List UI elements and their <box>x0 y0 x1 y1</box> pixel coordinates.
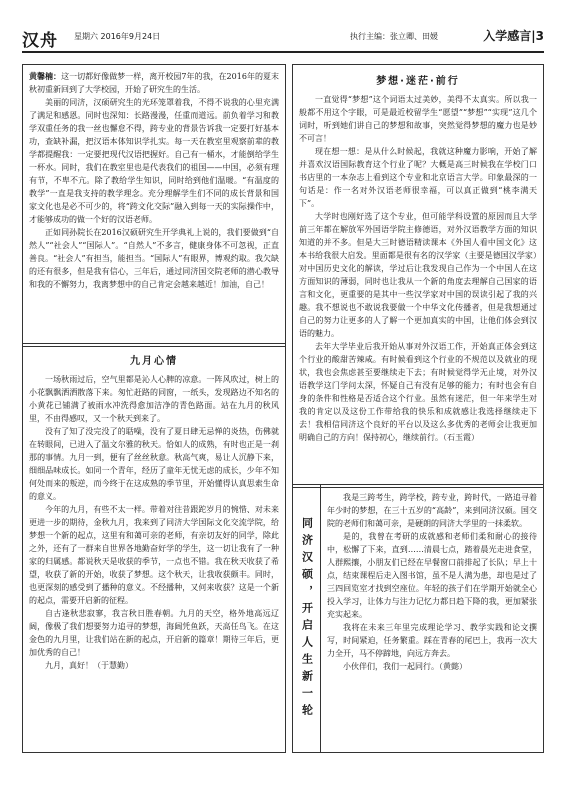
article-paragraph: 我将在未来三年里完成理论学习、教学实践和论文撰写，时间紧迫，任务繁重。踩在青春的尾巴上，我再一次大力全开，马不停蹄地，向远方奔去。 <box>327 623 537 658</box>
article-paragraph: 一场秋雨过后，空气里都是沁人心脾的凉意。一阵风吹过，树上的小花飘飘洒洒散落下来。匆忙赶路的同窗，一纸头，发现路边不知名的小黄花已铺满了被雨水冲洗得愈加洁净的青色路面。站在九月的秋风里，不由得感叹，又一个秋天到来了。 <box>29 375 279 423</box>
editor-credits: 执行主编：张立卿、田媛 <box>350 32 438 41</box>
vertical-title-column <box>293 485 321 752</box>
article-paragraph: 美丽的同济，汉硕研究生的光环笼罩着我，不得不说我的心里充满了满足和感恩。同时也深知：长路漫漫，任重而道远。前负着学习和教学双重任务的我一丝也懈怠不得，跨专业的背景告诉我一定要打好基本功，查缺补漏，把汉语本体知识学扎实。每一天在教室里观察前辈的教学都提醒我：一定要把现代汉语把握好。自己有一桶水，才能倒给学生一杯水。同时，我们在教室里也是代表我们的祖国——中国，必须有理有节，不卑不亢。除了教给学生知识，同时给到他们温暖。“有温度的教学”一直是我支持的教学理念。充分理解学生们不同的成长背景和国家文化也是必不可少的，将“跨文化交际”融入到每一天的实际操作中，才能够成功的做一个好的汉语老师。 <box>29 98 279 224</box>
article-paragraph: 正如同孙院长在2016汉硕研究生开学典礼上说的，我们要做到“自然人”“社会人”“国际人”。“自然人”不多言，健康身体不可忽视，正直善良。“社会人”有担当，能担当。“国际人”有眼界，博观约取。我欠缺的还有很多，但是我有信心，三年后，通过同济国交院老师的潜心教导和我的不懈努力，我离梦想中的自己肯定会越来越近！加油，自己！ <box>29 228 279 289</box>
page-header <box>22 26 544 51</box>
article-tongji <box>292 484 544 753</box>
article-title: 九月心情 <box>130 356 178 367</box>
article-body <box>327 491 537 746</box>
issue-date: 星期六 2016年9月24日 <box>74 32 161 41</box>
article-title: 梦想·迷茫·前行 <box>376 76 460 87</box>
article-paragraph: 没有了知了没完没了的聒噪，没有了夏日肆无忌惮的炎热，伤佛就在转眼间，已进入了温文尔雅的秋天。恰如人的成熟，有时也正是一刹那的事情。九月一到，便有了丝丝秋意。秋高气爽，易让人沉静下来，细细品味成长。如同一个青年，经历了童年无忧无虑的成长，少年不知何处而来的叛逆，而今终于在这成熟的季节里，开始懂得认真思索生命的意义。 <box>29 427 279 501</box>
article-signature: 小伙伴们，我们一起同行。（黄懿） <box>343 662 467 671</box>
header-rule <box>22 51 544 53</box>
article-signature: 九月，真好！（于慧勤） <box>45 661 133 670</box>
article-paragraph: 去年大学毕业后我开始从事对外汉语工作，开始真正体会到这个行业的酸甜苦辣咸。有时候看到这个行业的不规范以及就业的现状，我也会焦虑甚至要继续走下去；有时候觉得学无止境，对外汉语教学这门学问太深，怀疑自己有没有足够的能力；有时也会有自身的条件和性格是否适合这个行业。虽然有迷茫，但一年来学生对我的肯定以及这份工作带给我的快乐和成就感让我选择继续走下去！我相信同济这个良好的平台以及这么多优秀的老师会让我更加明确自己的方向！保持初心，继续前行。（石玉霞） <box>299 342 537 442</box>
article-paragraph: 是的，我曾在考研的成就感和老师们柔和耐心的接待中，松懈了下来，直到……清晨七点，踏着晨光走进食堂，人群熙攘，小朋友们已经在早餐窗口前排起了长队；早上十点，结束课程后走入图书馆，虽不是人满为患，却也是过了三四回览室才找到空座位。年轻的孩子们在学期开始就全心投入学习，让体力与注力记忆力都日趋下降的我，更加紧张充实起来。 <box>327 532 537 619</box>
section-title: 入学感言|3 <box>483 29 544 43</box>
article-paragraph: 大学时也刚好选了这个专业，但可能学科设置的原因而且大学前三年都在解放军外国语学院主修德语，对外汉语教学方面的知识知道的并不多。但是大三时德语精读课本《外国人看中国文化》这本书给我很大启发。里面都是很有名的汉学家（主要是德国汉学家）对中国历史文化的解读，学过后让我发现自己作为一个中国人在这方面知识的薄弱，同时也让我从一个新的角度去理解自己国家的语言和文化，更重要的是其中一些汉学家对中国的误读引起了我的兴趣。我不想说也不敢说我要做一个中华文化传播者，但是我想通过自己的努力让更多的人了解一个更加真实的中国，让他们体会到汉语的魅力。 <box>299 212 537 338</box>
article-paragraph: 自古逢秋悲寂寥，我言秋日胜春朝。九月的天空，格外地高远辽阔，像极了我们想要努力追寻的梦想，海阔凭鱼跃，天高任鸟飞。在这金色的九月里，让我们站在新的起点，开启新的篇章！期待三年后，更加优秀的自己！ <box>29 609 279 657</box>
article-paragraph: 我是三跨考生，跨学校，跨专业，跨时代，一路追寻着年少时的梦想，在三十五岁的“高龄”，来到同济汉硕。国交院的老师们和蔼可亲，是硬朗的同济大学里的一抹柔软。 <box>327 493 537 528</box>
newspaper-masthead: 汉舟 <box>22 31 58 51</box>
article-dream <box>292 64 544 488</box>
article-paragraph: 一直觉得“梦想”这个词语太过美妙，美得不太真实。所以我一般都不用这个字眼，可是最近校留学生“愿望”“梦想”“实现”这几个词时，听到她们讲自己的梦想和故事，突然觉得梦想的魔力也是妙不可言！ <box>299 95 537 143</box>
article-september-mood <box>22 343 286 753</box>
article-huang <box>22 64 286 347</box>
author-lead: 黄馨楠： <box>29 71 62 81</box>
article-paragraph: 黄馨楠：这一切都好像做梦一样，离开校园7年的我，在2016年的夏末秋初重新回到了大学校园，开始了研究生的生活。 <box>29 71 279 94</box>
article-paragraph: 今年的九月，有些不太一样。带着对往昔跟跎岁月的惋惜、对未来更进一步的期待，金秋九月，我来到了同济大学国际文化交流学院，给梦想一个新的起点，这里有和蔼可亲的老师，有亲切友好的同学，除此之外，还有了一群来自世界各地勤奋好学的学生，这一切让我有了一种家的归属感。都说秋天是收获的季节，一点也不错。我在秋天收获了希望，收获了新的开始，收获了梦想。这个秋天，让我收获颇丰。同时，也更深刻的感受到了播种的意义。不经播种，又何来收获？这是一个新的起点，需要开启新的征程。 <box>29 505 279 605</box>
article-paragraph: 现在想一想：是从什么时候起，我就这种魔力影响，开始了解并喜欢汉语国际教育这个行业了呢？大概是高三时候我在学校门口书店里的一本杂志上看到这个专业和北京语言大学。印象最深的一句话是：作一名对外汉语老师很幸福，可以真正做到“桃李满天下”。 <box>299 147 537 208</box>
article-title: 同济汉硕，开启人生新一轮 <box>300 516 314 721</box>
